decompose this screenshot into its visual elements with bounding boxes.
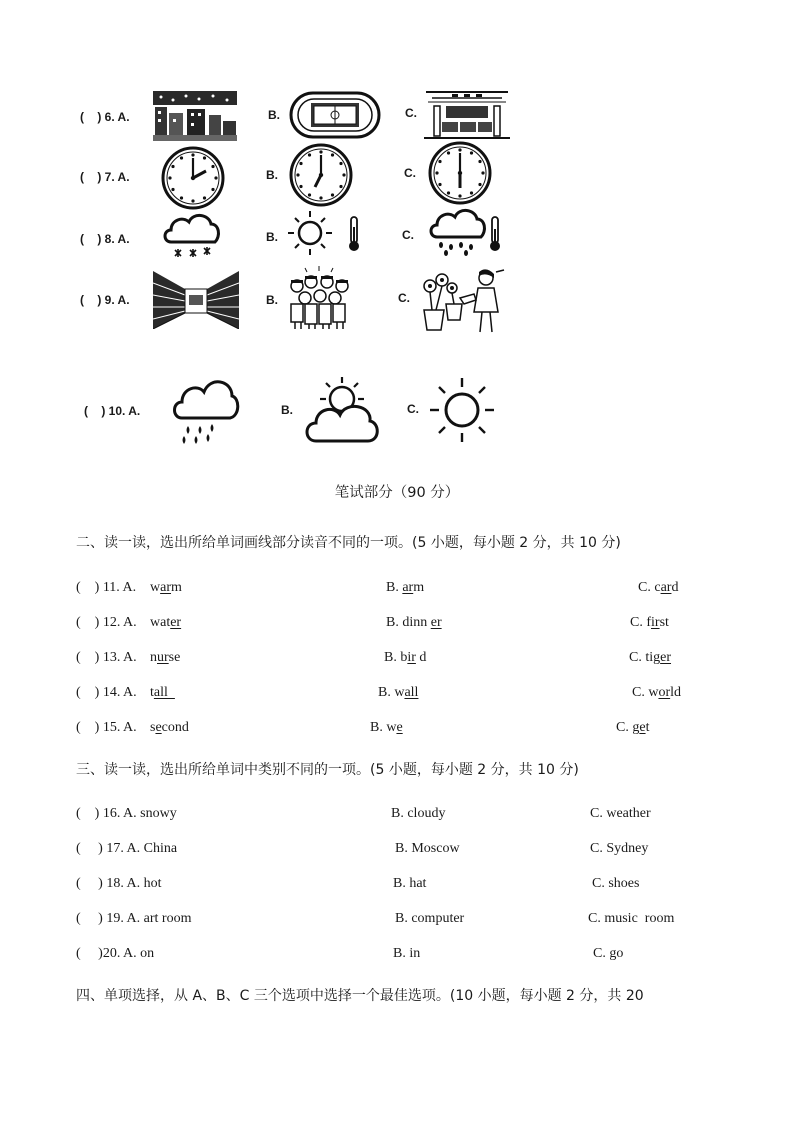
sports-field-icon [289,91,381,139]
question-15-option-a [150,720,189,736]
girl-watering-flowers-icon [416,264,508,336]
question-11-option-a [150,580,182,596]
section-2-heading: 二、读一读，选出所给单词画线部分读音不同的一项。(5 小题，每小题 2 分，共 10 分) [76,535,621,551]
underlined-letters: ir [407,650,416,665]
question-11-option-b [386,580,424,596]
question-9-option-c: C. [398,291,410,305]
question-13-option-c [629,650,671,666]
clock-2-oclock-icon [160,145,226,211]
underlined-letters: e [155,720,162,735]
question-13-option-b [384,650,426,666]
question-15-option-b [370,720,403,736]
question-6-option-c: C. [405,106,417,120]
sun-thermometer-icon [288,209,368,255]
question-19-option-c: C. music room [588,911,675,926]
question-18-option-c: C. shoes [592,876,640,891]
clock-7-oclock-icon [288,142,354,208]
word-part: C. c [638,580,661,595]
question-12-option-b [386,615,442,631]
question-17-option-c: C. Sydney [590,841,649,856]
underlined-letters: e [639,720,646,735]
question-10-option-c: C. [407,402,419,416]
word-part: C. g [616,720,640,735]
underlined-letters: ar [660,580,672,595]
word-part: B. b [384,650,408,665]
question-19-option-b: B. computer [395,911,465,926]
question-14-option-a [150,685,175,701]
underlined-letters: or [658,685,671,700]
question-6-label: ( ) 6. A. [80,110,130,124]
word-part [418,685,422,700]
word-part: wat [150,615,171,630]
question-13-option-a [150,650,180,666]
question-18-option-b: B. hat [393,876,427,891]
question-16-option-c: C. weather [590,806,651,821]
question-12-option-c [630,615,669,631]
underlined-letters: ar [402,580,414,595]
word-part: cond [161,720,189,735]
word-part: m [171,580,182,595]
question-10-label: ( ) 10. A. [84,404,141,418]
word-part: d [671,580,679,595]
city-street-icon [153,91,237,141]
clock-6-oclock-icon [427,140,493,206]
word-part: C. w [632,685,659,700]
underlined-letters: er [170,615,182,630]
word-part: se [168,650,181,665]
question-15-label: ( ) 15. A. [76,720,137,735]
snow-cloud-icon [161,208,223,260]
question-8-option-b: B. [266,230,278,244]
word-part: t [150,685,154,700]
section-4-heading: 四、单项选择，从 A、B、C 三个选项中选择一个最佳选项。(10 小题，每小题 2 分，共 20 [76,988,644,1004]
question-14-label: ( ) 14. A. [76,685,137,700]
word-part: t [645,720,650,735]
word-part: B. w [378,685,405,700]
question-11-option-c [638,580,678,596]
question-16-option-b: B. cloudy [391,806,446,821]
sun-icon [430,374,494,446]
word-part: n [150,650,157,665]
word-part: st [659,615,669,630]
question-14-option-b [378,685,422,701]
students-group-icon [285,266,355,330]
question-14-option-c [632,685,681,701]
library-icon [153,271,239,329]
question-12-label: ( ) 12. A. [76,615,137,630]
question-7-option-c: C. [404,166,416,180]
rain-cloud-icon [172,372,240,448]
question-8-option-c: C. [402,228,414,242]
word-part: B. dinn [386,615,431,630]
word-part: s [150,720,156,735]
question-16-label: ( ) 16. A. snowy [76,806,177,821]
underlined-letters: er [430,615,442,630]
word-part: C. f [630,615,651,630]
question-20-option-c: C. go [593,946,624,961]
written-part-title: 笔试部分（90 分） [334,485,460,501]
question-12-option-a [150,615,181,631]
question-9-label: ( ) 9. A. [80,293,130,307]
question-11-label: ( ) 11. A. [76,580,137,595]
question-18-label: ( ) 18. A. hot [76,876,162,891]
question-20-option-b: B. in [393,946,421,961]
question-17-option-b: B. Moscow [395,841,460,856]
question-8-label: ( ) 8. A. [80,232,130,246]
question-15-option-c [616,720,649,736]
question-6-option-b: B. [268,108,280,122]
partly-cloudy-icon [302,375,382,443]
classroom-icon [424,88,510,140]
underlined-letters: e [396,720,403,735]
word-part: m [413,580,425,595]
word-part: B. w [370,720,397,735]
underlined-letters: all [153,685,175,700]
section-3-heading: 三、读一读，选出所给单词中类别不同的一项。(5 小题，每小题 2 分，共 10 分) [76,762,579,778]
question-10-option-b: B. [281,403,293,417]
question-13-label: ( ) 13. A. [76,650,137,665]
underlined-letters: ur [157,650,169,665]
rain-cloud-thermometer-icon [429,207,507,257]
underlined-letters: ar [160,580,172,595]
question-17-label: ( ) 17. A. China [76,841,178,856]
word-part: B. [386,580,403,595]
question-19-label: ( ) 19. A. art room [76,911,192,926]
question-7-option-b: B. [266,168,278,182]
word-part: C. tig [629,650,661,665]
word-part: w [150,580,161,595]
question-9-option-b: B. [266,293,278,307]
word-part: d [415,650,427,665]
question-20-label: ( )20. A. on [76,946,155,961]
underlined-letters: all [404,685,419,700]
underlined-letters: er [660,650,672,665]
word-part: ld [670,685,682,700]
underlined-letters: ir [651,615,660,630]
question-7-label: ( ) 7. A. [80,170,130,184]
